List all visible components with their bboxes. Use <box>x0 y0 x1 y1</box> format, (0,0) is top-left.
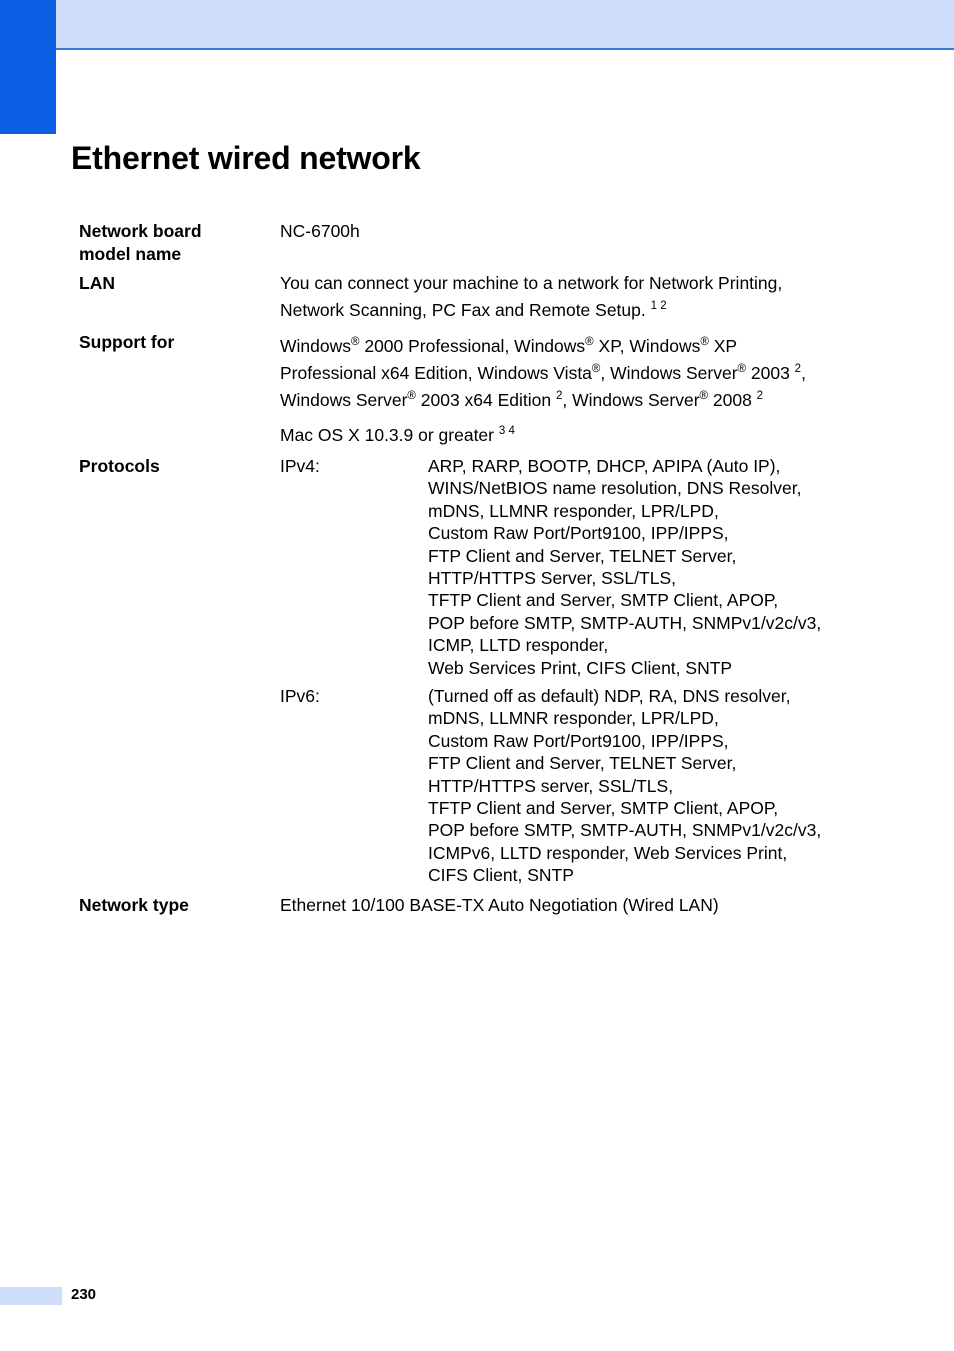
lan-line2: Network Scanning, PC Fax and Remote Setup. $^{1 2}$ <box>280 300 667 320</box>
ipv4-line: POP before SMTP, SMTP-AUTH, SNMPv1/v2c/v3, <box>428 612 822 633</box>
support-label: Support for <box>79 332 175 352</box>
model-label-line1: Network board <box>79 221 202 241</box>
ipv4-line: TFTP Client and Server, SMTP Client, APOP, <box>428 590 779 611</box>
support-line2: Professional x64 Edition, Windows Vista®, Windows Server® 2003 $^2$, <box>280 363 806 383</box>
ipv6-line: HTTP/HTTPS server, SSL/TLS, <box>428 775 674 796</box>
chapter-tab <box>0 0 56 134</box>
ipv6-line: FTP Client and Server, TELNET Server, <box>428 753 737 774</box>
model-label <box>79 220 202 266</box>
ipv6-key: IPv6: <box>280 686 320 706</box>
ipv4-line: Web Services Print, CIFS Client, SNTP <box>428 657 733 678</box>
lan-footnote: 1 2 <box>650 300 667 312</box>
ipv6-line: CIFS Client, SNTP <box>428 865 574 886</box>
support-line3: Windows Server® 2003 x64 Edition $^2$, Windows Server® 2008 $^2$ <box>280 390 764 410</box>
ipv4-line: mDNS, LLMNR responder, LPR/LPD, <box>428 500 719 521</box>
ipv6-line: mDNS, LLMNR responder, LPR/LPD, <box>428 708 719 729</box>
ipv4-line: ICMP, LLTD responder, <box>428 635 609 656</box>
model-label-line2: model name <box>79 244 182 264</box>
lan-line1: You can connect your machine to a network for Network Printing, <box>280 273 783 293</box>
lan-value <box>280 270 782 324</box>
page-number: 230 <box>71 1286 97 1303</box>
ipv6-line: (Turned off as default) NDP, RA, DNS resolver, <box>428 686 791 706</box>
ipv4-key: IPv4: <box>280 456 320 476</box>
ipv6-line: Custom Raw Port/Port9100, IPP/IPPS, <box>428 730 729 751</box>
ipv4-line: FTP Client and Server, TELNET Server, <box>428 545 737 566</box>
ipv6-line: POP before SMTP, SMTP-AUTH, SNMPv1/v2c/v3, <box>428 820 822 841</box>
network-type-value: Ethernet 10/100 BASE-TX Auto Negotiation (Wired LAN) <box>280 895 719 915</box>
header-band <box>0 0 954 50</box>
ipv4-line: HTTP/HTTPS Server, SSL/TLS, <box>428 568 676 589</box>
support-mac: Mac OS X 10.3.9 or greater $^{3 4}$ <box>280 425 515 445</box>
page-number-band <box>0 1287 62 1305</box>
ipv6-protocol-list <box>428 685 928 887</box>
ipv6-line: TFTP Client and Server, SMTP Client, APOP, <box>428 798 779 819</box>
mac-footnote: 3 4 <box>498 425 515 437</box>
support-value <box>280 333 806 414</box>
ipv6-line: ICMPv6, LLTD responder, Web Services Print, <box>428 842 788 863</box>
ipv4-protocol-list <box>428 455 928 679</box>
ipv4-line: WINS/NetBIOS name resolution, DNS Resolver, <box>428 478 802 499</box>
model-value: NC-6700h <box>280 221 360 241</box>
ipv4-line: Custom Raw Port/Port9100, IPP/IPPS, <box>428 523 729 544</box>
support-line1: Windows® 2000 Professional, Windows® XP, Windows® XP <box>280 336 738 356</box>
page-title: Ethernet wired network <box>71 140 421 176</box>
ipv4-line: ARP, RARP, BOOTP, DHCP, APIPA (Auto IP), <box>428 456 781 476</box>
network-type-label: Network type <box>79 895 189 915</box>
protocols-label: Protocols <box>79 456 160 476</box>
lan-label: LAN <box>79 273 115 293</box>
